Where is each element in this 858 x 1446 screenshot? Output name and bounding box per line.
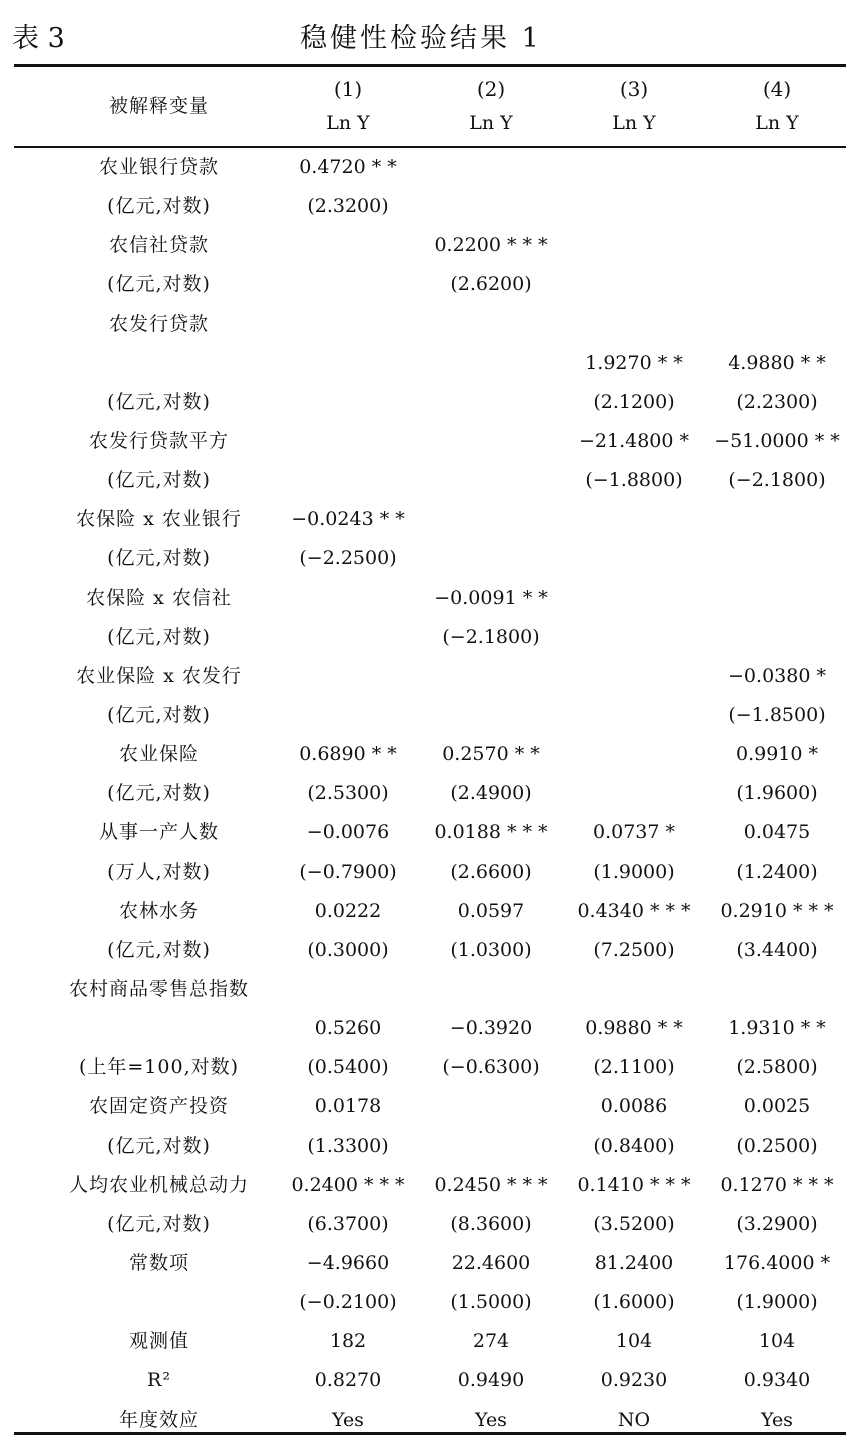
- row-label: (亿元,对数): [107, 469, 211, 492]
- row-label: [14, 1283, 304, 1322]
- table-cell: (−0.6300): [442, 1056, 540, 1079]
- table-caption: [0, 14, 858, 58]
- table-cell: (1.2400): [736, 860, 818, 883]
- table-cell: [420, 461, 562, 500]
- table-row: [14, 931, 846, 970]
- table-cell: (−2.2500): [299, 547, 397, 570]
- table-cell: [706, 187, 848, 226]
- table-cell: [706, 970, 848, 1009]
- table-cell: [563, 265, 705, 304]
- table-cell: 0.9340: [743, 1369, 811, 1392]
- row-label: (亿元,对数): [107, 273, 211, 296]
- table-row: [14, 1322, 846, 1361]
- table-cell: [420, 500, 562, 539]
- table-cell: (−1.8500): [728, 703, 826, 726]
- column-number: (4): [762, 77, 792, 101]
- table-cell: (3.4400): [736, 938, 818, 961]
- row-label: (亿元,对数): [107, 547, 211, 570]
- header-column-3: [563, 72, 705, 140]
- row-label: 农固定资产投资: [88, 1095, 229, 1118]
- table-cell: (3.5200): [593, 1212, 675, 1235]
- table-cell: [563, 579, 705, 618]
- table-cell: 1.9270 * *: [585, 351, 683, 374]
- table-cell: −0.0076: [306, 821, 390, 844]
- table-cell: 0.0025: [743, 1095, 811, 1118]
- table-row: [14, 696, 846, 735]
- table-cell: 104: [758, 1330, 796, 1353]
- table-title: 稳健性检验结果 1: [300, 23, 542, 54]
- table-cell: (2.5800): [736, 1056, 818, 1079]
- table-cell: [277, 383, 419, 422]
- table-cell: (−0.2100): [299, 1291, 397, 1314]
- table-row: [14, 1361, 846, 1400]
- table-cell: [706, 539, 848, 578]
- table-row: [14, 383, 846, 422]
- column-dependent: Ln Y: [612, 112, 656, 134]
- row-label: (亿元,对数): [107, 1134, 211, 1157]
- table-cell: (2.4900): [450, 782, 532, 805]
- table-cell: (1.3300): [307, 1134, 389, 1157]
- table-cell: [563, 226, 705, 265]
- table-cell: [563, 774, 705, 813]
- table-cell: 0.5260: [314, 1017, 382, 1040]
- table-cell: [420, 696, 562, 735]
- row-label: 农林水务: [118, 899, 199, 922]
- row-label: (亿元,对数): [107, 195, 211, 218]
- table-number: 表 3: [12, 23, 65, 54]
- table-cell: −0.3920: [449, 1017, 533, 1040]
- table-cell: (2.3200): [307, 195, 389, 218]
- table-row: [14, 618, 846, 657]
- table-cell: 274: [472, 1330, 510, 1353]
- column-dependent: Ln Y: [755, 112, 799, 134]
- table-cell: 0.9910 *: [735, 743, 819, 766]
- row-label: R²: [147, 1369, 171, 1392]
- table-cell: [563, 657, 705, 696]
- table-row: [14, 1009, 846, 1048]
- row-label: (亿元,对数): [107, 625, 211, 648]
- table-cell: [277, 226, 419, 265]
- table-cell: [563, 500, 705, 539]
- table-cell: 0.1270 * * *: [720, 1173, 834, 1196]
- table-cell: 0.4720 * *: [299, 156, 397, 178]
- table-cell: 4.9880 * *: [728, 351, 826, 374]
- table-cell: [420, 657, 562, 696]
- table-cell: [563, 618, 705, 657]
- table-cell: [706, 305, 848, 344]
- table-cell: Yes: [332, 1408, 364, 1431]
- table-cell: [563, 187, 705, 226]
- row-label: 农保险 x 农信社: [86, 586, 232, 609]
- table-cell: (2.2300): [736, 390, 818, 413]
- table-body: [14, 148, 846, 1440]
- table-row: [14, 226, 846, 265]
- row-label: 农发行贷款: [108, 312, 209, 335]
- table-cell: (−2.1800): [442, 625, 540, 648]
- table-row: [14, 500, 846, 539]
- table-row: [14, 265, 846, 304]
- table-cell: (1.0300): [450, 938, 532, 961]
- table-cell: −21.4800 *: [578, 429, 690, 452]
- table-cell: [277, 461, 419, 500]
- table-cell: [706, 226, 848, 265]
- table-cell: [706, 618, 848, 657]
- table-header: [14, 66, 846, 146]
- table-cell: Yes: [475, 1408, 507, 1431]
- table-cell: 0.0188 * * *: [434, 821, 548, 844]
- table-row: [14, 657, 846, 696]
- table-cell: [563, 539, 705, 578]
- row-label: (亿元,对数): [107, 703, 211, 726]
- row-label: (万人,对数): [107, 860, 211, 883]
- table-cell: (−0.7900): [299, 860, 397, 883]
- table-cell: (2.6600): [450, 860, 532, 883]
- row-label: (亿元,对数): [107, 390, 211, 413]
- table-cell: (0.5400): [307, 1056, 389, 1079]
- table-cell: 0.0737 *: [592, 821, 676, 844]
- row-label: 农信社贷款: [108, 234, 209, 257]
- table-cell: (0.2500): [736, 1134, 818, 1157]
- table-cell: [563, 735, 705, 774]
- table-row: [14, 305, 846, 344]
- table-row: [14, 853, 846, 892]
- table-cell: 81.2400: [594, 1251, 674, 1274]
- table-cell: 104: [615, 1330, 653, 1353]
- table-cell: (3.2900): [736, 1212, 818, 1235]
- table-cell: (2.1100): [593, 1056, 675, 1079]
- table-cell: [706, 148, 848, 187]
- table-cell: (1.9000): [736, 1291, 818, 1314]
- table-cell: [277, 657, 419, 696]
- table-cell: [563, 696, 705, 735]
- table-cell: [277, 618, 419, 657]
- row-label: 农业保险 x 农发行: [76, 664, 242, 687]
- table-cell: (1.9000): [593, 860, 675, 883]
- table-cell: [563, 970, 705, 1009]
- table-cell: (7.2500): [593, 938, 675, 961]
- table-cell: (1.6000): [593, 1291, 675, 1314]
- table-row: [14, 1283, 846, 1322]
- table-cell: (0.8400): [593, 1134, 675, 1157]
- table-cell: [420, 422, 562, 461]
- row-label: (上年=100,对数): [78, 1056, 240, 1079]
- table-cell: [706, 500, 848, 539]
- table-cell: (2.6200): [450, 273, 532, 296]
- table-cell: [563, 305, 705, 344]
- table-cell: 1.9310 * *: [728, 1017, 826, 1040]
- column-number: (1): [333, 77, 363, 101]
- table-cell: 0.0178: [314, 1095, 382, 1118]
- table-row: [14, 970, 846, 1009]
- header-column-1: [277, 72, 419, 140]
- column-number: (2): [476, 77, 506, 101]
- table-cell: (1.5000): [450, 1291, 532, 1314]
- table-cell: (2.5300): [307, 782, 389, 805]
- table-cell: 0.9880 * *: [585, 1017, 683, 1040]
- header-column-4: [706, 72, 848, 140]
- table-cell: [420, 305, 562, 344]
- table-cell: [277, 305, 419, 344]
- row-label: 农村商品零售总指数: [68, 977, 249, 1000]
- row-label: 观测值: [128, 1330, 189, 1353]
- table-cell: [420, 539, 562, 578]
- table-row: [14, 148, 846, 187]
- table-row: [14, 1048, 846, 1087]
- table-row: [14, 1205, 846, 1244]
- column-dependent: Ln Y: [326, 112, 370, 134]
- table-row: [14, 1166, 846, 1205]
- row-label: 农发行贷款平方: [88, 429, 229, 452]
- row-label: (亿元,对数): [107, 782, 211, 805]
- table-cell: [277, 265, 419, 304]
- table-cell: 0.4340 * * *: [577, 899, 691, 922]
- row-label: [14, 1009, 304, 1048]
- table-cell: (0.3000): [307, 938, 389, 961]
- table-cell: −0.0243 * *: [291, 508, 405, 531]
- table-cell: −0.0380 *: [728, 664, 826, 687]
- table-cell: [706, 265, 848, 304]
- table-row: [14, 892, 846, 931]
- row-label: 年度效应: [118, 1408, 199, 1431]
- table-cell: 0.0597: [457, 899, 525, 922]
- table-cell: 0.0086: [600, 1095, 668, 1118]
- row-label: 农业保险: [118, 743, 199, 766]
- table-row: [14, 813, 846, 852]
- column-number: (3): [619, 77, 649, 101]
- table-cell: 0.2450 * * *: [434, 1173, 548, 1196]
- table-cell: 22.4600: [451, 1251, 531, 1274]
- table-cell: [420, 344, 562, 383]
- row-label: 农业银行贷款: [98, 156, 219, 178]
- table-row: [14, 1127, 846, 1166]
- table-cell: 0.9230: [600, 1369, 668, 1392]
- table-row: [14, 422, 846, 461]
- table-cell: (1.9600): [736, 782, 818, 805]
- table-row: [14, 1087, 846, 1126]
- table-cell: 0.1410 * * *: [577, 1173, 691, 1196]
- table-cell: 0.2570 * *: [442, 743, 540, 766]
- table-row: [14, 735, 846, 774]
- table-cell: (−1.8800): [585, 469, 683, 492]
- table-cell: [277, 579, 419, 618]
- table-cell: [277, 344, 419, 383]
- table-cell: 0.8270: [314, 1369, 382, 1392]
- table-cell: 176.4000 *: [723, 1251, 831, 1274]
- row-label: 人均农业机械总动力: [68, 1173, 249, 1196]
- table-row: [14, 579, 846, 618]
- table-cell: [420, 970, 562, 1009]
- table-cell: 0.2200 * * *: [434, 234, 548, 257]
- table-cell: −51.0000 * *: [714, 429, 840, 452]
- table-row: [14, 539, 846, 578]
- table-cell: 0.2910 * * *: [720, 899, 834, 922]
- table-cell: [420, 187, 562, 226]
- bottom-rule: [14, 1432, 846, 1435]
- table-row: [14, 187, 846, 226]
- table-cell: [277, 696, 419, 735]
- table-cell: −4.9660: [306, 1251, 390, 1274]
- table-cell: [420, 1087, 562, 1126]
- table-cell: [277, 422, 419, 461]
- table-cell: (2.1200): [593, 390, 675, 413]
- table-cell: NO: [617, 1408, 651, 1431]
- table-row: [14, 344, 846, 383]
- row-label: [14, 344, 304, 383]
- header-row-label: 被解释变量: [108, 95, 209, 117]
- row-label: (亿元,对数): [107, 938, 211, 961]
- table-cell: (−2.1800): [728, 469, 826, 492]
- table-cell: [420, 148, 562, 187]
- table-cell: 0.9490: [457, 1369, 525, 1392]
- table-cell: 182: [329, 1330, 367, 1353]
- row-label: 常数项: [128, 1251, 189, 1274]
- table-row: [14, 461, 846, 500]
- table-cell: 0.2400 * * *: [291, 1173, 405, 1196]
- table-cell: [277, 970, 419, 1009]
- table-cell: −0.0091 * *: [434, 586, 548, 609]
- table-cell: (6.3700): [307, 1212, 389, 1235]
- column-dependent: Ln Y: [469, 112, 513, 134]
- row-label: 从事一产人数: [98, 821, 219, 844]
- header-column-2: [420, 72, 562, 140]
- table-row: [14, 774, 846, 813]
- table-cell: Yes: [761, 1408, 793, 1431]
- table-cell: 0.6890 * *: [299, 743, 397, 766]
- table-cell: [706, 579, 848, 618]
- table-cell: (8.3600): [450, 1212, 532, 1235]
- table-cell: [420, 383, 562, 422]
- row-label: 农保险 x 农业银行: [76, 508, 242, 531]
- table-cell: [563, 148, 705, 187]
- table-row: [14, 1244, 846, 1283]
- table-cell: [420, 1127, 562, 1166]
- table-cell: 0.0222: [314, 899, 382, 922]
- row-label: (亿元,对数): [107, 1212, 211, 1235]
- table-cell: 0.0475: [743, 821, 811, 844]
